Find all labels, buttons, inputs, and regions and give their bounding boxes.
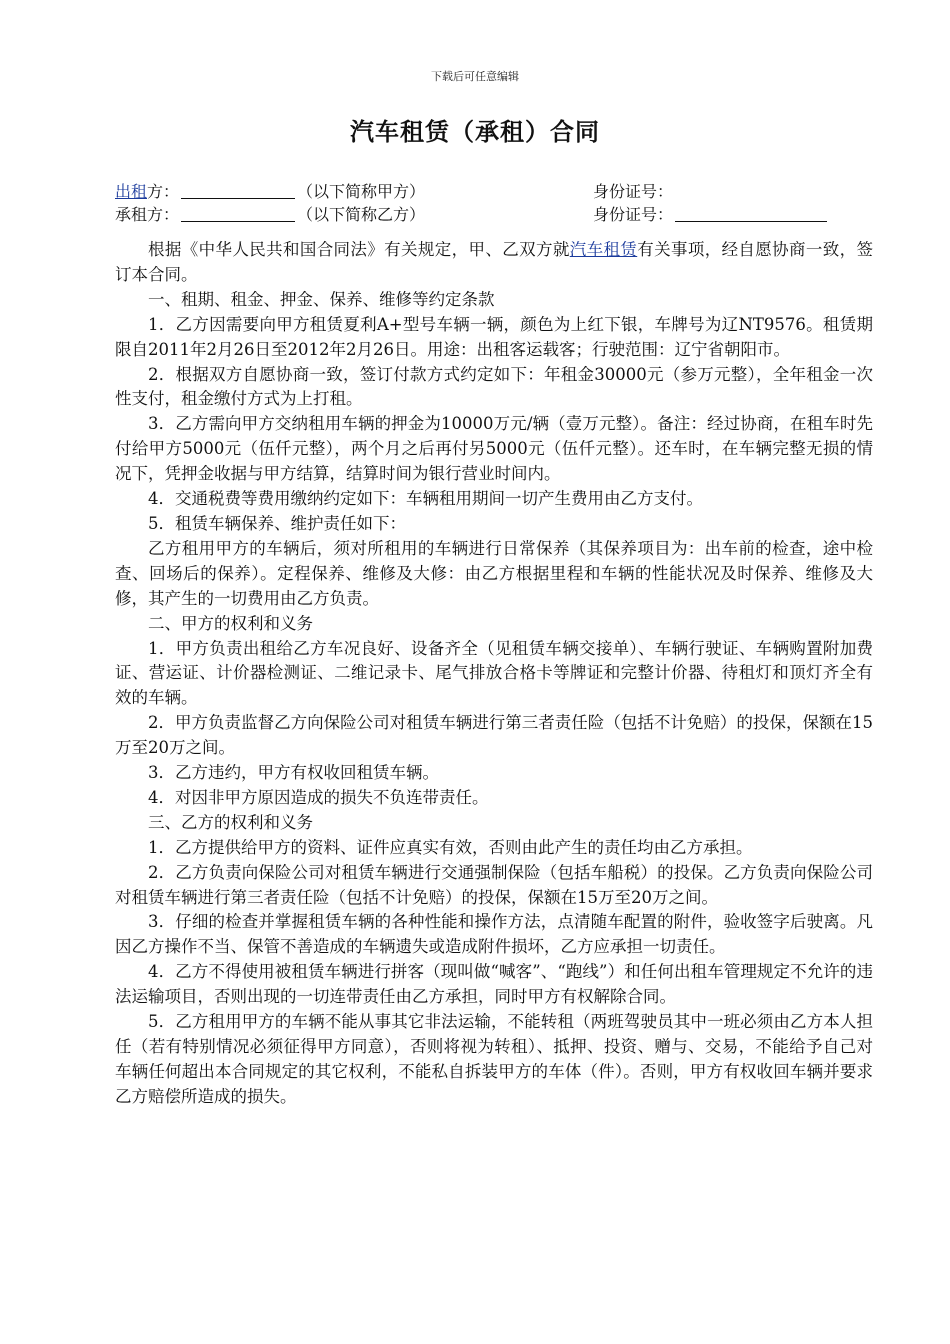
name-blank xyxy=(181,205,295,222)
clause-paragraph: 4．交通税费等费用缴纳约定如下：车辆租用期间一切产生费用由乙方支付。 xyxy=(148,489,703,509)
intro-text: 根据《中华人民共和国合同法》有关规定，甲、乙双方就 xyxy=(148,240,570,259)
clause-paragraph: 4．乙方不得使用被租赁车辆进行拼客（现叫做“喊客”、“跑线”）和任何出租车管理规定不允许的违法运输项目，否则出现的一切连带责任由乙方承担，同时甲方有权解除合同。 xyxy=(115,962,873,1007)
intro-text: 有关事项，经自愿协商一致，签订本合同。 xyxy=(115,240,874,284)
parties-block xyxy=(115,180,875,226)
party-row-lessee xyxy=(115,203,875,226)
name-blank xyxy=(181,182,295,199)
section-heading: 二、甲方的权利和义务 xyxy=(148,613,313,633)
id-field xyxy=(593,203,827,226)
section-heading: 三、乙方的权利和义务 xyxy=(148,812,313,832)
clause-paragraph: 1．甲方负责出租给乙方车况良好、设备齐全（见租赁车辆交接单）、车辆行驶证、车辆购置附加费证、营运证、计价器检测证、二维记录卡、尾气排放合格卡等牌证和完整计价器、待租灯和顶灯齐全有效的车辆。 xyxy=(115,638,873,708)
clause-paragraph: 2．乙方负责向保险公司对租赁车辆进行交通强制保险（包括车船税）的投保。乙方负责向保险公司对租赁车辆进行第三者责任险（包括不计免赔）的投保，保额在15万至20万之间。 xyxy=(115,862,873,907)
clause-paragraph: 5．租赁车辆保养、维护责任如下： xyxy=(148,513,406,533)
contract-body xyxy=(115,238,873,1110)
clause-paragraph: 1．乙方因需要向甲方租赁夏利A+型号车辆一辆，颜色为上红下银，车牌号为辽NT9576。租赁期限自2011年2月26日至2012年2月26日。用途：出租客运载客；行驶范围：辽宁省朝阳市。 xyxy=(115,314,873,359)
clause-paragraph: 2．根据双方自愿协商一致，签订付款方式约定如下：年租金30000元（参万元整），全年租金一次性支付，租金缴付方式为上打租。 xyxy=(115,364,873,409)
party-suffix: （以下简称甲方） xyxy=(297,182,426,201)
lessor-link[interactable]: 出租 xyxy=(115,182,148,201)
section-heading: 一、租期、租金、押金、保养、维修等约定条款 xyxy=(148,289,495,309)
intro-paragraph xyxy=(115,238,873,288)
page-title: 汽车租赁（承租）合同 xyxy=(350,118,600,146)
header-note: 下载后可任意编辑 xyxy=(431,70,519,83)
clause-paragraph: 3．仔细的检查并掌握租赁车辆的各种性能和操作方法，点清随车配置的附件，验收签字后驶离。凡因乙方操作不当、保管不善造成的车辆遗失或造成附件损坏，乙方应承担一切责任。 xyxy=(115,912,873,957)
clause-paragraph: 2．甲方负责监督乙方向保险公司对租赁车辆进行第三者责任险（包括不计免赔）的投保，保额在15万至20万之间。 xyxy=(115,713,873,758)
party-label: 方： xyxy=(147,182,180,201)
clause-paragraph: 乙方租用甲方的车辆后，须对所租用的车辆进行日常保养（其保养项目为：出车前的检查，途中检查、回场后的保养）。定程保养、维修及大修：由乙方根据里程和车辆的性能状况及时保养、维修及大修，其产生的一切费用由乙方负责。 xyxy=(115,538,873,608)
id-field xyxy=(593,180,673,203)
car-rental-link[interactable]: 汽车租赁 xyxy=(569,240,638,259)
party-row-lessor xyxy=(115,180,875,203)
clause-paragraph: 5．乙方租用甲方的车辆不能从事其它非法运输，不能转租（两班驾驶员其中一班必须由乙方本人担任（若有特别情况必须征得甲方同意），否则将视为转租）、抵押、投资、赠与、交易，不能给予自己对车辆任何超出本合同规定的其它权利，不能私自拆装甲方的车体（件）。否则，甲方有权收回车辆并要求乙方赔偿所造成的损失。 xyxy=(115,1012,873,1106)
clause-paragraph: 3．乙方需向甲方交纳租用车辆的押金为10000万元/辆（壹万元整）。备注：经过协商，在租车时先付给甲方5000元（伍仟元整），两个月之后再付另5000元（伍仟元整）。还车时，在车辆完整无损的情况下，凭押金收据与甲方结算，结算时间为银行营业时间内。 xyxy=(115,414,873,484)
party-label: 承租方： xyxy=(115,205,180,224)
party-suffix: （以下简称乙方） xyxy=(297,205,426,224)
clause-paragraph: 3．乙方违约，甲方有权收回租赁车辆。 xyxy=(148,763,439,783)
clause-paragraph: 1．乙方提供给甲方的资料、证件应真实有效，否则由此产生的责任均由乙方承担。 xyxy=(148,837,753,857)
id-label: 身份证号： xyxy=(593,205,674,224)
id-blank xyxy=(675,205,827,222)
id-label: 身份证号： xyxy=(593,182,674,201)
clause-paragraph: 4．对因非甲方原因造成的损失不负连带责任。 xyxy=(148,787,489,807)
